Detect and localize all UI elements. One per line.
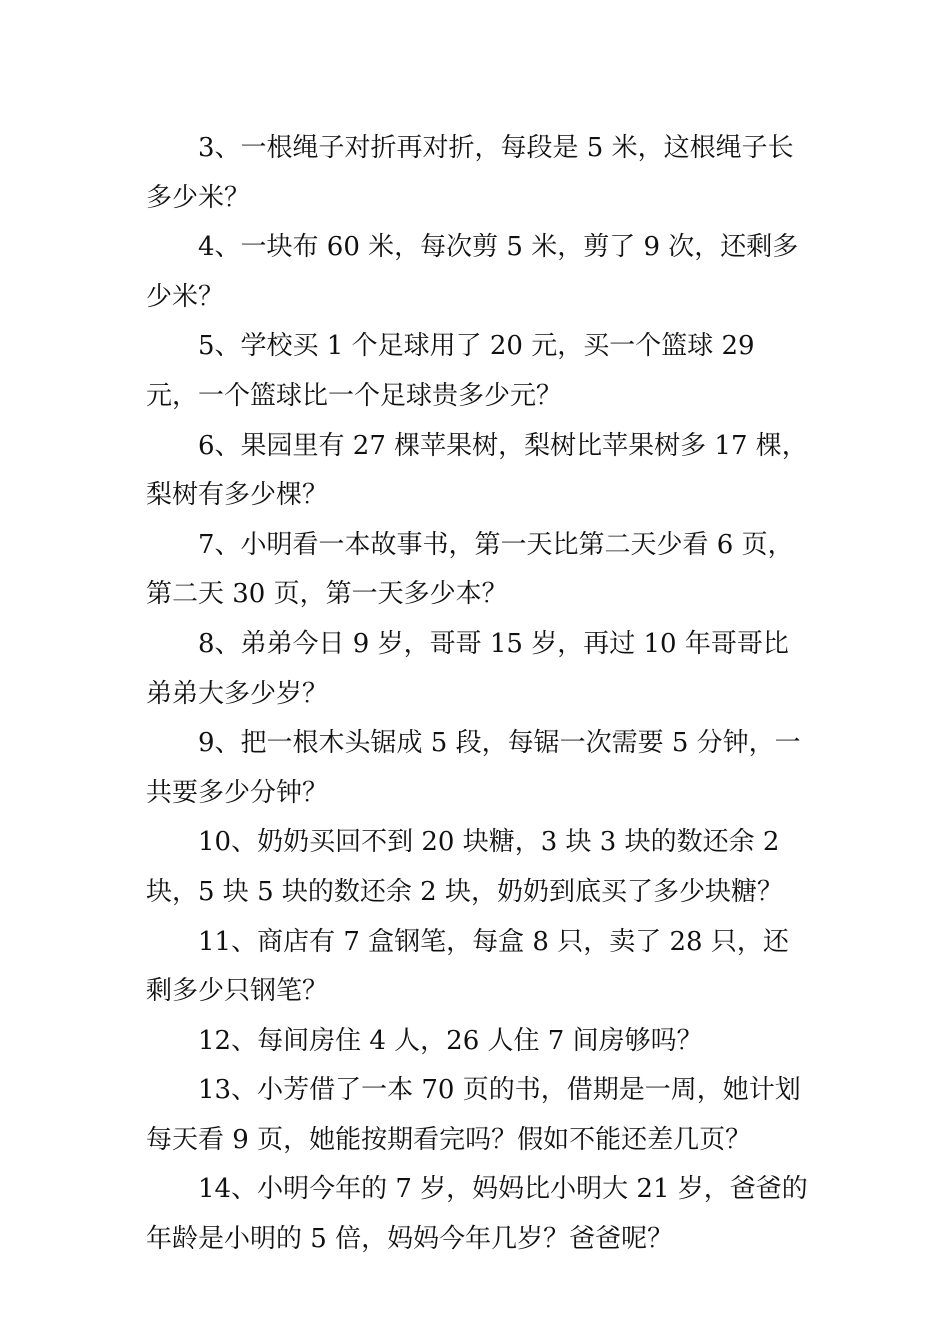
question-item: 6、果园里有 27 棵苹果树，梨树比苹果树多 17 棵，梨树有多少棵？: [146, 430, 808, 511]
question-item: 5、学校买 1 个足球用了 20 元，买一个篮球 29 元，一个篮球比一个足球贵多少元？: [146, 331, 755, 411]
question-item: 8、弟弟今日 9 岁，哥哥 15 岁，再过 10 年哥哥比弟弟大多少岁？: [146, 628, 789, 709]
question-item: 9、把一根木头锯成 5 段，每锯一次需要 5 分钟，一共要多少分钟？: [146, 728, 801, 808]
question-item: 10、奶奶买回不到 20 块糖，3 块 3 块的数还余 2 块，5 块 5 块的数还余 2 块，奶奶到底买了多少块糖？: [146, 827, 783, 907]
question-item: 7、小明看一本故事书，第一天比第二天少看 6 页，第二天 30 页，第一天多少本？: [146, 529, 794, 610]
question-item: 11、商店有 7 盒钢笔，每盒 8 只，卖了 28 只，还剩多少只钢笔？: [146, 926, 789, 1007]
question-item: 13、小芳借了一本 70 页的书，借期是一周，她计划每天看 9 页，她能按期看完吗？假如不能还差几页？: [146, 1075, 801, 1155]
question-item: 14、小明今年的 7 岁，妈妈比小明大 21 岁，爸爸的年龄是小明的 5 倍，妈妈今年几岁？爸爸呢？: [146, 1174, 808, 1255]
question-list: [146, 124, 810, 1265]
question-item: 12、每间房住 4 人，26 人住 7 间房够吗？: [198, 1025, 703, 1056]
question-item: 4、一块布 60 米，每次剪 5 米，剪了 9 次，还剩多少米？: [146, 232, 799, 312]
question-item: 3、一根绳子对折再对折，每段是 5 米，这根绳子长多少米？: [146, 133, 794, 213]
